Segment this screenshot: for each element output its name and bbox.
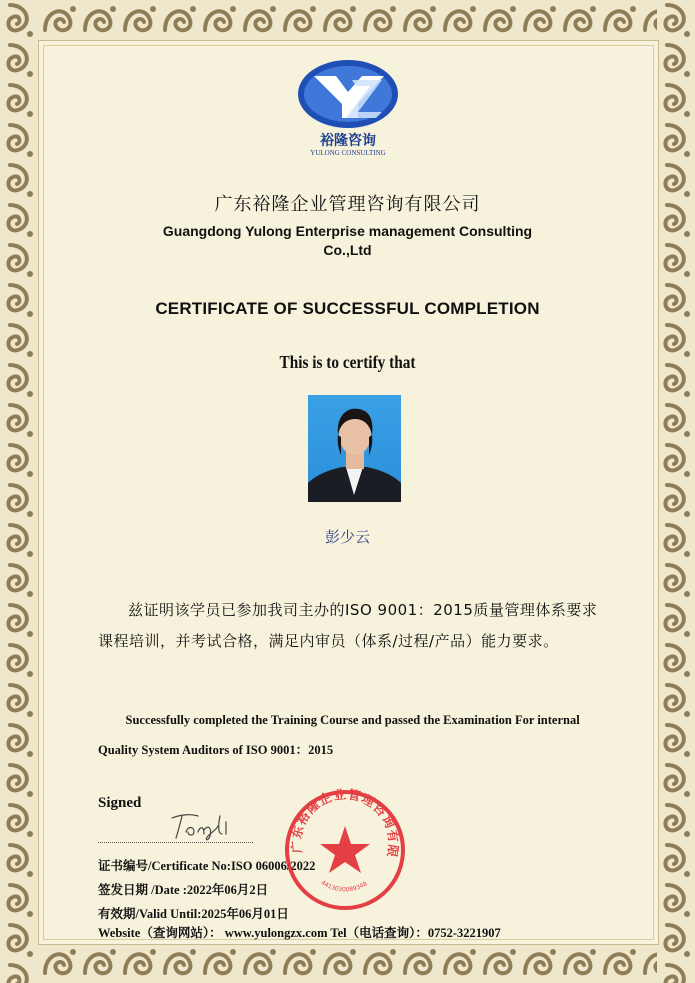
company-name-cn: 广东裕隆企业管理咨询有限公司 xyxy=(214,194,481,215)
ornament-left xyxy=(0,0,38,983)
recipient-photo xyxy=(308,395,401,502)
svg-text:4413030089348: 4413030089348 xyxy=(319,879,369,894)
certify-text: This is to certify that xyxy=(279,352,416,372)
svg-text:广东裕隆企业管理咨询有限公司: 广东裕隆企业管理咨询有限 xyxy=(288,788,402,860)
company-seal xyxy=(283,788,407,912)
company-logo xyxy=(292,52,404,162)
certificate-body-en: Successfully completed the Training Course and passed the Examination For internal Quality System Auditors of ISO 9001：2015 xyxy=(98,713,580,757)
website-tel: Website（查询网站）： www.yulongzx.com Tel（电话查询）：0752-3221907 xyxy=(98,926,501,940)
certificate-number: 证书编号/Certificate No:ISO 06006/2022 xyxy=(98,859,316,873)
issue-date: 签发日期 /Date :2022年06月2日 xyxy=(98,883,269,897)
company-name-en-line2: Co.,Ltd xyxy=(323,242,372,258)
ornament-top xyxy=(0,0,695,40)
signature-line xyxy=(98,842,253,843)
ornament-bottom xyxy=(0,943,695,983)
certificate-body-cn: 兹证明该学员已参加我司主办的ISO 9001：2015质量管理体系要求课程培训，并考试合格，满足内审员（体系/过程/产品）能力要求。 xyxy=(98,601,598,650)
logo-brand-en: YULONG CONSULTING xyxy=(310,149,386,157)
signed-label: Signed xyxy=(98,795,142,811)
ornament-right xyxy=(657,0,695,983)
signature xyxy=(168,808,240,846)
certificate-title: CERTIFICATE OF SUCCESSFUL COMPLETION xyxy=(155,299,540,318)
company-name-en-line1: Guangdong Yulong Enterprise management Consulting xyxy=(162,223,533,239)
logo-brand-cn: 裕隆咨询 xyxy=(320,133,376,149)
company-name-en xyxy=(0,222,695,260)
recipient-name: 彭少云 xyxy=(324,528,370,546)
valid-until: 有效期/Valid Until:2025年06月01日 xyxy=(98,907,289,921)
